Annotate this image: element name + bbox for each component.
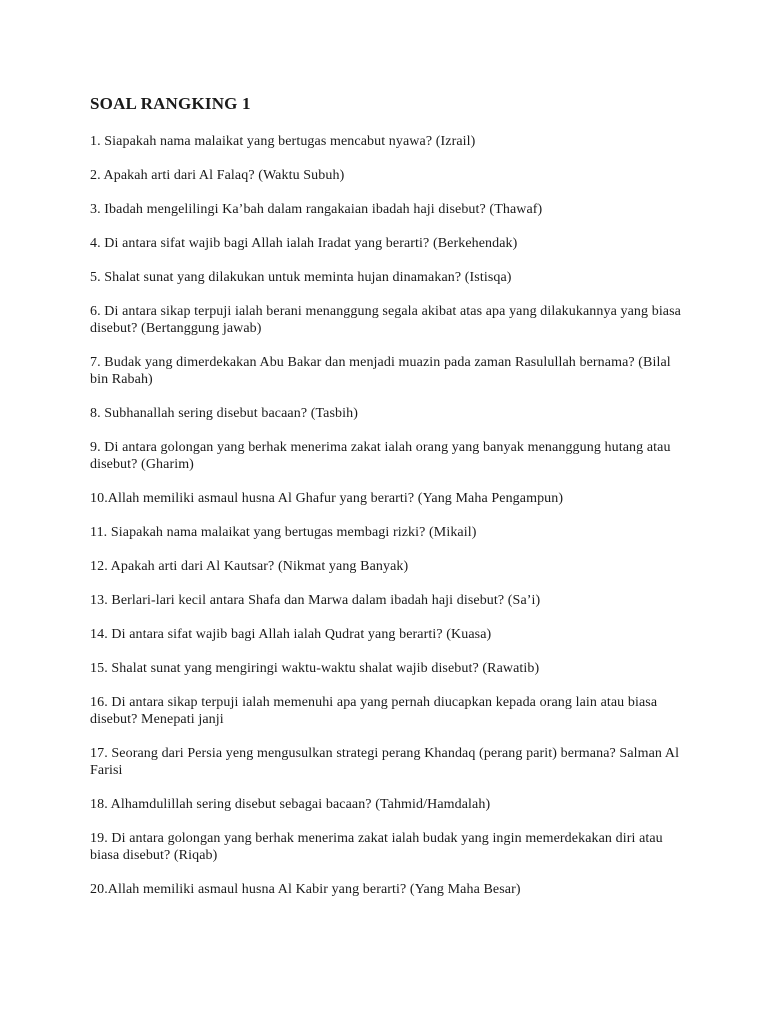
question-item: 14. Di antara sifat wajib bagi Allah ialah Qudrat yang berarti? (Kuasa) bbox=[90, 627, 492, 642]
document-title: SOAL RANGKING 1 bbox=[90, 94, 251, 113]
question-item: 13. Berlari-lari kecil antara Shafa dan Marwa dalam ibadah haji disebut? (Sa’i) bbox=[90, 593, 541, 608]
question-item: 2. Apakah arti dari Al Falaq? (Waktu Subuh) bbox=[90, 168, 345, 183]
question-item: 9. Di antara golongan yang berhak menerima zakat ialah orang yang banyak menanggung hutang atau disebut? (Gharim) bbox=[90, 440, 671, 472]
question-item: 16. Di antara sikap terpuji ialah memenuhi apa yang pernah diucapkan kepada orang lain atau biasa disebut? Menepati janji bbox=[90, 695, 658, 727]
question-item: 10.Allah memiliki asmaul husna Al Ghafur yang berarti? (Yang Maha Pengampun) bbox=[90, 491, 564, 506]
question-item: 15. Shalat sunat yang mengiringi waktu-waktu shalat wajib disebut? (Rawatib) bbox=[90, 661, 540, 676]
question-item: 7. Budak yang dimerdekakan Abu Bakar dan menjadi muazin pada zaman Rasulullah bernama? (Bilal bin Rabah) bbox=[90, 355, 671, 387]
document-page bbox=[90, 93, 690, 915]
question-item: 8. Subhanallah sering disebut bacaan? (Tasbih) bbox=[90, 406, 358, 421]
question-item: 12. Apakah arti dari Al Kautsar? (Nikmat yang Banyak) bbox=[90, 559, 409, 574]
question-item: 18. Alhamdulillah sering disebut sebagai bacaan? (Tahmid/Hamdalah) bbox=[90, 797, 491, 812]
question-item: 3. Ibadah mengelilingi Ka’bah dalam rangakaian ibadah haji disebut? (Thawaf) bbox=[90, 202, 543, 217]
question-item: 6. Di antara sikap terpuji ialah berani menanggung segala akibat atas apa yang dilakukannya yang biasa disebut? (Bertanggung jawab) bbox=[90, 304, 681, 336]
question-item: 17. Seorang dari Persia yeng mengusulkan strategi perang Khandaq (perang parit) bermana? Salman Al Farisi bbox=[90, 746, 680, 778]
question-item: 19. Di antara golongan yang berhak menerima zakat ialah budak yang ingin memerdekakan diri atau biasa disebut? (Riqab) bbox=[90, 831, 663, 863]
question-item: 11. Siapakah nama malaikat yang bertugas membagi rizki? (Mikail) bbox=[90, 525, 477, 540]
question-item: 5. Shalat sunat yang dilakukan untuk meminta hujan dinamakan? (Istisqa) bbox=[90, 270, 512, 285]
question-item: 1. Siapakah nama malaikat yang bertugas mencabut nyawa? (Izrail) bbox=[90, 134, 476, 149]
question-item: 4. Di antara sifat wajib bagi Allah ialah Iradat yang berarti? (Berkehendak) bbox=[90, 236, 518, 251]
question-list bbox=[90, 133, 690, 898]
question-item: 20.Allah memiliki asmaul husna Al Kabir yang berarti? (Yang Maha Besar) bbox=[90, 882, 521, 897]
